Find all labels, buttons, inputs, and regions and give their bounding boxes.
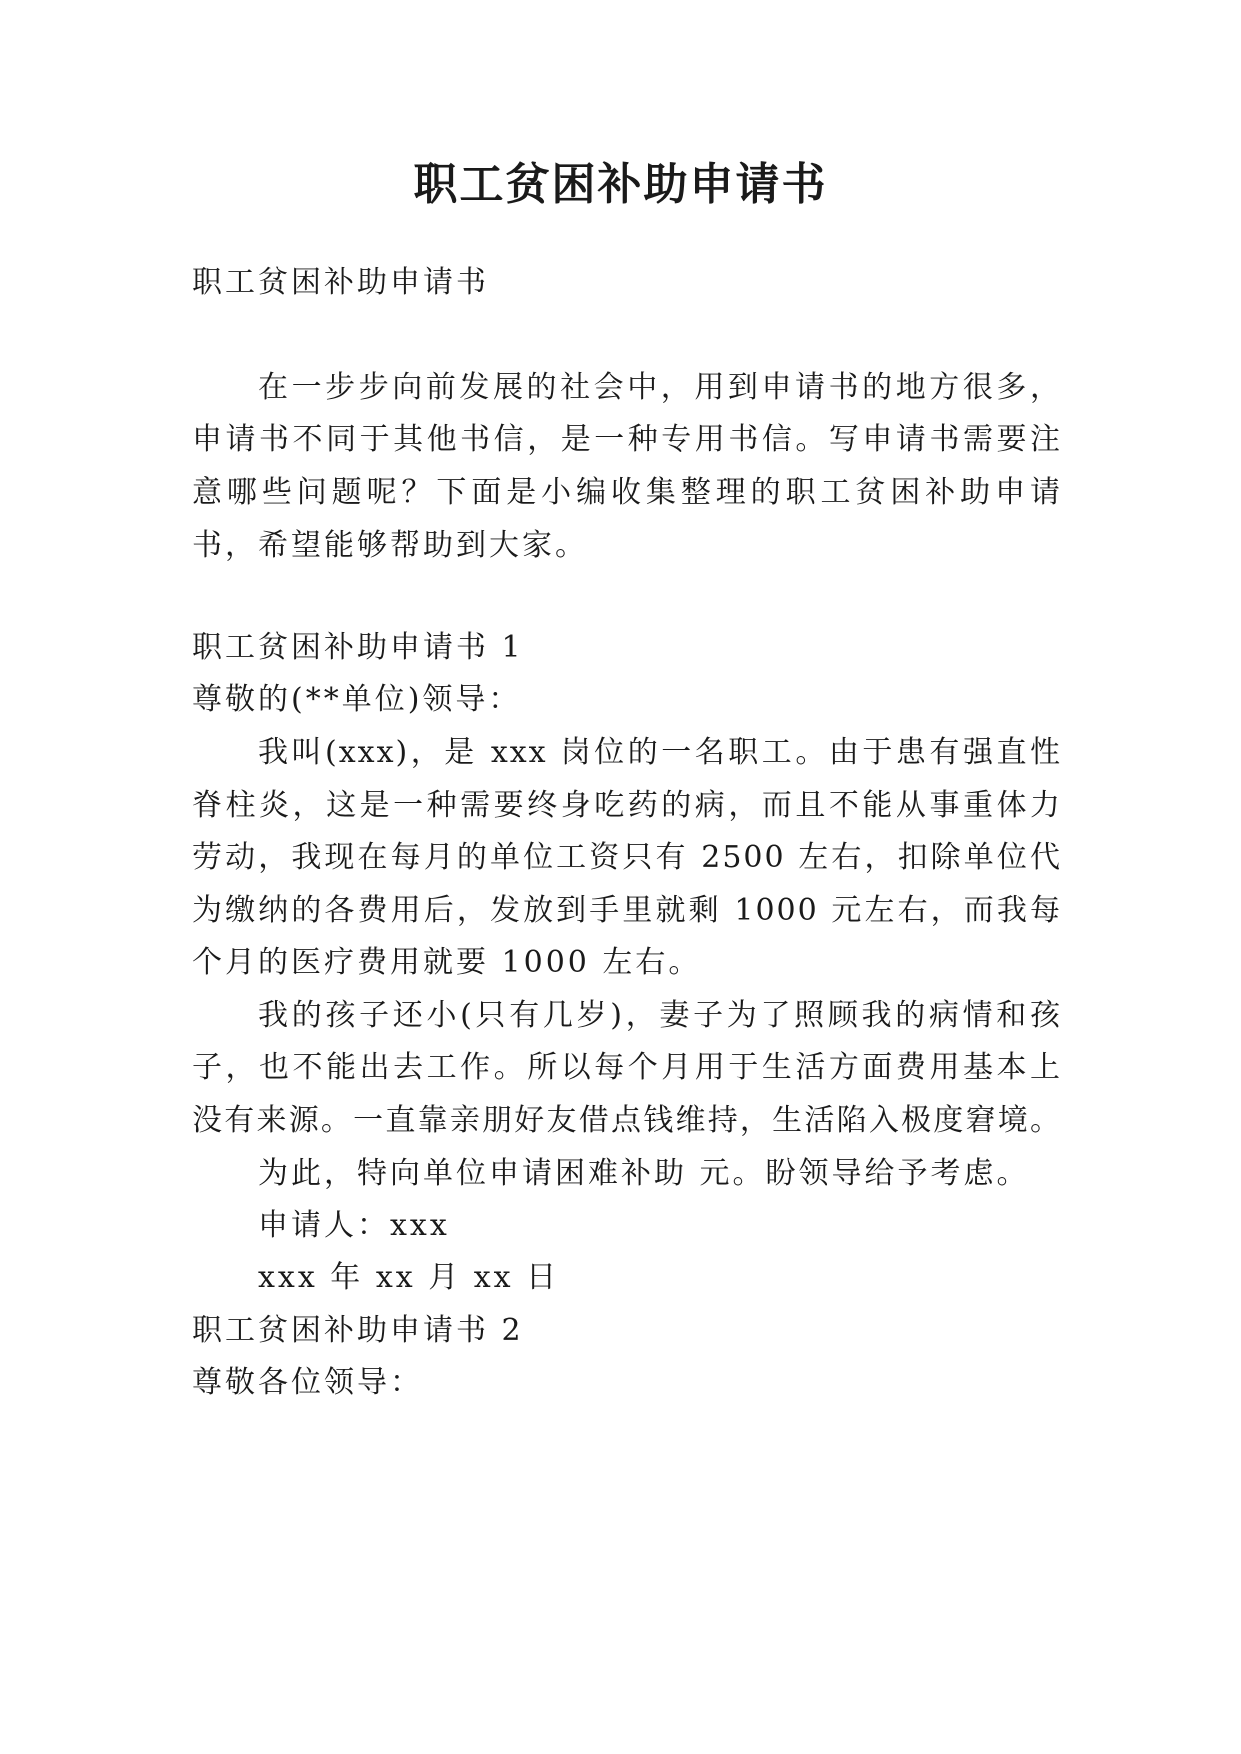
letter1-para1-line-4: 为缴纳的各费用后，发放到手里就剩 1000 元左右，而我每 (192, 893, 1062, 928)
letter1-para2-line-3: 没有来源。一直靠亲朋好友借点钱维持，生活陷入极度窘境。 (192, 1103, 1062, 1138)
letter1-date: xxx 年 xx 月 xx 日 (258, 1260, 560, 1295)
letter2-salutation: 尊敬各位领导： (192, 1365, 423, 1400)
document-subtitle: 职工贫困补助申请书 (192, 265, 489, 300)
letter1-salutation: 尊敬的(**单位)领导： (192, 682, 522, 717)
letter1-para1-line-1: 我叫(xxx)，是 xxx 岗位的一名职工。由于患有强直性 (258, 735, 1062, 770)
intro-line-2: 申请书不同于其他书信，是一种专用书信。写申请书需要注 (192, 422, 1062, 457)
intro-line-3: 意哪些问题呢？下面是小编收集整理的职工贫困补助申请 (192, 475, 1062, 510)
letter1-para2-line-1: 我的孩子还小(只有几岁)，妻子为了照顾我的病情和孩 (258, 998, 1062, 1033)
letter1-para1-line-5: 个月的医疗费用就要 1000 左右。 (192, 945, 702, 980)
letter1-para1-line-3: 劳动，我现在每月的单位工资只有 2500 左右，扣除单位代 (192, 840, 1062, 875)
letter1-para2-line-2: 子，也不能出去工作。所以每个月用于生活方面费用基本上 (192, 1050, 1062, 1085)
letter1-para1-line-2: 脊柱炎，这是一种需要终身吃药的病，而且不能从事重体力 (192, 788, 1062, 823)
letter1-request: 为此，特向单位申请困难补助 元。盼领导给予考虑。 (258, 1156, 1030, 1191)
letter1-applicant: 申请人：xxx (258, 1208, 450, 1243)
letter1-heading: 职工贫困补助申请书 1 (192, 630, 524, 665)
document-title: 职工贫困补助申请书 (413, 159, 828, 210)
intro-line-1: 在一步步向前发展的社会中，用到申请书的地方很多， (258, 370, 1062, 405)
letter2-heading: 职工贫困补助申请书 2 (192, 1313, 524, 1348)
intro-line-4: 书，希望能够帮助到大家。 (192, 528, 588, 563)
